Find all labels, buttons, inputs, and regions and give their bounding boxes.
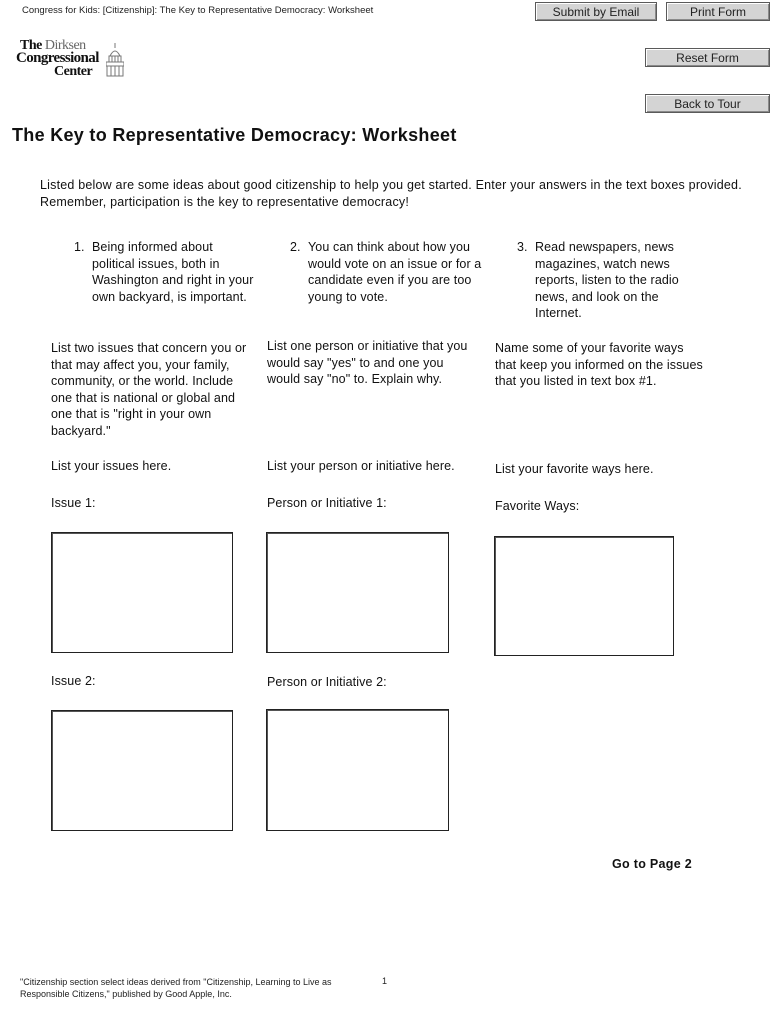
- logo-word-congressional: Congressional: [16, 50, 99, 66]
- dirksen-center-logo: [14, 36, 124, 82]
- favorite-ways-textbox[interactable]: [494, 536, 674, 656]
- idea-item-1: [74, 239, 264, 323]
- issue-2-textbox[interactable]: [51, 710, 233, 831]
- idea-number: 1.: [74, 240, 85, 254]
- column-2-list-prompt: List your person or initiative here.: [267, 459, 455, 473]
- idea-item-2: [290, 239, 490, 309]
- capitol-dome-icon: [106, 42, 124, 78]
- issue-1-textbox[interactable]: [51, 532, 233, 653]
- person-initiative-2-textbox[interactable]: [266, 709, 449, 831]
- intro-paragraph: Listed below are some ideas about good citizenship to help you get started. Enter your answers in the text boxes provided. Remember, participation is the key to representative democracy!: [40, 178, 742, 209]
- column-1-list-prompt: List your issues here.: [51, 459, 172, 473]
- page-number: 1: [382, 976, 388, 986]
- column-3-instruction: Name some of your favorite ways that keep you informed on the issues that you listed in text box #1.: [495, 341, 703, 388]
- favorite-ways-label: Favorite Ways:: [495, 499, 580, 513]
- page-title: The Key to Representative Democracy: Worksheet: [12, 125, 457, 145]
- print-form-button[interactable]: Print Form: [666, 2, 770, 21]
- submit-by-email-button[interactable]: Submit by Email: [535, 2, 657, 21]
- idea-text: Being informed about political issues, both in Washington and right in your own backyard, is important.: [92, 240, 254, 304]
- person-initiative-1-label: Person or Initiative 1:: [267, 496, 387, 510]
- back-to-tour-button[interactable]: Back to Tour: [645, 94, 770, 113]
- column-3-list-prompt: List your favorite ways here.: [495, 462, 654, 476]
- idea-number: 3.: [517, 240, 528, 254]
- footnote: "Citizenship section select ideas derived from "Citizenship, Learning to Live as Responsible Citizens," published by Good Apple, Inc.: [20, 977, 332, 999]
- person-initiative-1-textbox[interactable]: [266, 532, 449, 653]
- idea-item-3: [517, 239, 697, 323]
- reset-form-button[interactable]: Reset Form: [645, 48, 770, 67]
- go-to-page-2-link[interactable]: Go to Page 2: [612, 857, 693, 871]
- idea-text: You can think about how you would vote on an issue or for a candidate even if you are too young to vote.: [308, 240, 482, 304]
- logo-word-the: The: [20, 38, 42, 53]
- logo-word-dirksen: Dirksen: [44, 38, 86, 53]
- issue-1-label: Issue 1:: [51, 496, 96, 510]
- column-1-instruction: List two issues that concern you or that may affect you, your family, community, or the world. Include one that is national or global and one that is "right in your own backyard.": [51, 341, 247, 438]
- idea-number: 2.: [290, 240, 301, 254]
- person-initiative-2-label: Person or Initiative 2:: [267, 675, 387, 689]
- idea-text: Read newspapers, news magazines, watch news reports, listen to the radio news, and look on the Internet.: [535, 240, 679, 320]
- logo-word-center: Center: [54, 64, 93, 79]
- issue-2-label: Issue 2:: [51, 674, 96, 688]
- document-header-title: Congress for Kids: [Citizenship]: The Key to Representative Democracy: Worksheet: [22, 5, 374, 16]
- column-2-instruction: List one person or initiative that you would say "yes" to and one you would say "no" to. Explain why.: [267, 339, 468, 386]
